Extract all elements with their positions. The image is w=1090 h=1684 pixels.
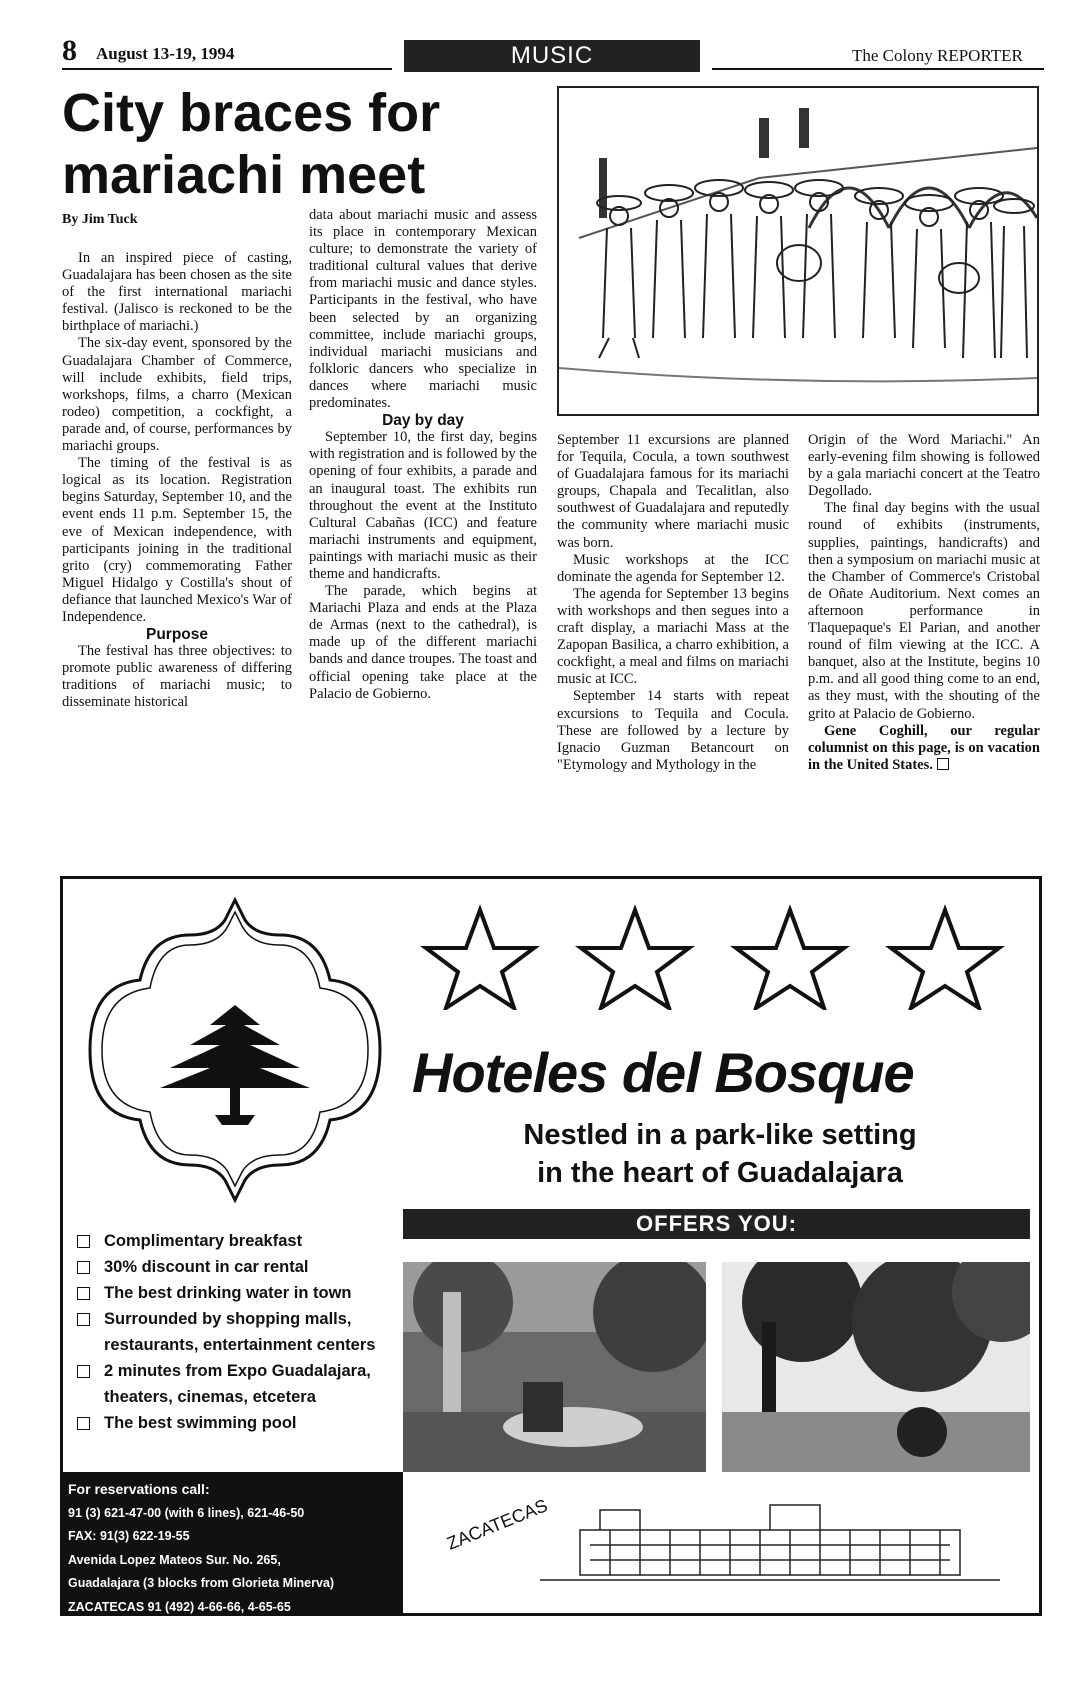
page-number: 8 — [62, 34, 77, 67]
end-mark-icon — [937, 758, 949, 770]
section-label: MUSIC — [404, 40, 700, 72]
checkbox-icon — [77, 1235, 90, 1248]
hotel-photo-pool — [403, 1262, 706, 1472]
star-icon — [736, 910, 844, 1008]
paragraph: data about mariachi music and assess its place in contemporary Mexican culture; to demonstrate the variety of traditional cultural values that derive from mariachi music and dance styles. Participants in the festival, who have been selected by an organizing committee, include mariachi groups, individual mariachi musicians and folkloric dancers who specialize in dances where mariachi music predominates. — [309, 207, 537, 412]
headline — [62, 82, 562, 206]
feature-text: The best swimming pool — [104, 1414, 297, 1432]
subhead-day-by-day: Day by day — [382, 412, 464, 430]
header-rule — [712, 68, 1044, 70]
article-column-4 — [808, 432, 1040, 774]
feature-item — [75, 1306, 405, 1358]
checkbox-icon — [77, 1365, 90, 1378]
headline-line: City braces for — [62, 83, 441, 143]
star-icon — [426, 910, 534, 1008]
paragraph: The festival has three objectives: to promote public awareness of differing traditions of mariachi music; to disseminate historical — [62, 643, 292, 711]
byline: By Jim Tuck — [62, 212, 138, 227]
checkbox-icon — [77, 1313, 90, 1326]
article-column-1 — [62, 250, 292, 712]
zacatecas-phone: ZACATECAS 91 (492) 4-66-66, 4-65-65 — [68, 1599, 291, 1614]
headline-line: mariachi meet — [62, 145, 426, 205]
tagline-line: in the heart of Guadalajara — [537, 1157, 903, 1189]
sketch-label: ZACATECAS — [444, 1495, 551, 1554]
fax-number: FAX: 91(3) 622-19-55 — [68, 1529, 190, 1543]
feature-item — [75, 1254, 405, 1280]
hotel-tagline — [440, 1116, 1000, 1192]
paragraph: Origin of the Word Mariachi." An early-evening film showing is followed by a gala mariachi concert at the Teatro Degollado. — [808, 432, 1040, 500]
paper-name: The Colony REPORTER — [852, 46, 1023, 65]
feature-text: Surrounded by shopping malls, restaurants, entertainment centers — [104, 1310, 376, 1354]
zacatecas-hotel-sketch — [440, 1490, 1030, 1600]
mariachi-illustration — [557, 86, 1039, 416]
cedar-logo — [80, 890, 390, 1210]
paragraph: In an inspired piece of casting, Guadalajara has been chosen as the site of the first international mariachi festival. (Jalisco is reckoned to be the birthplace of mariachi.) — [62, 250, 292, 335]
hotel-name: Hoteles del Bosque — [412, 1041, 914, 1104]
offers-heading: OFFERS YOU: — [403, 1209, 1030, 1239]
checkbox-icon — [77, 1417, 90, 1430]
cedar-tree-icon — [80, 890, 390, 1210]
star-rating-graphic — [420, 900, 1020, 1010]
pool-photo-image — [403, 1262, 706, 1472]
reservations-box — [60, 1472, 403, 1616]
checkbox-icon — [77, 1287, 90, 1300]
feature-item — [75, 1280, 405, 1306]
reservations-heading: For reservations call: — [68, 1481, 210, 1497]
star-icon — [581, 910, 689, 1008]
article-column-3 — [557, 432, 789, 774]
rating-stars — [420, 900, 1020, 1010]
building-sketch — [440, 1490, 1030, 1600]
feature-item — [75, 1410, 405, 1436]
feature-item — [75, 1358, 405, 1410]
paragraph: The agenda for September 13 begins with workshops and then segues into a craft display, a mariachi Mass at the Zapopan Basilica, a charro exhibition, a cockfight, a meal and films on mariachi music at ICC. — [557, 585, 789, 688]
feature-text: The best drinking water in town — [104, 1284, 352, 1302]
address-line: Guadalajara (3 blocks from Glorieta Minerva) — [68, 1576, 335, 1590]
paragraph: September 10, the first day, begins with registration and is followed by the opening of four exhibits, a parade and an inaugural toast. The exhibits run throughout the event at the Instituto Cultural Cabañas (ICC) and feature mariachi instruments and equipment, paintings with mariachi music as their theme and handicrafts. — [309, 429, 537, 582]
hotel-photo-garden — [722, 1262, 1030, 1472]
feature-text: 2 minutes from Expo Guadalajara, theaters, cinemas, etcetera — [104, 1362, 371, 1406]
paragraph: The final day begins with the usual round of exhibits (instruments, supplies, paintings, handicrafts) and then a symposium on mariachi music at the Chamber of Commerce's Cristobal de Oñate Auditorium. Next comes an afternoon performance in Tlaquepaque's El Parian, and another round of film viewing at the ICC. A banquet, also at the Institute, begins 10 p.m. and all good thing come to an end, as they must, with the shouting of the grito at Palacio de Gobierno. — [808, 500, 1040, 722]
tagline-line: Nestled in a park-like setting — [523, 1119, 917, 1151]
address-line: Avenida Lopez Mateos Sur. No. 265, — [68, 1552, 281, 1567]
paragraph: The timing of the festival is as logical as its location. Registration begins Saturday, September 10, and the event ends 11 p.m. September 15, the eve of Mexican independence, with participants joining in the traditional grito (cry) commemorating Father Miguel Hidalgo y Costilla's shout of defiance that launched Mexico's War of Independence. — [62, 455, 292, 625]
header-rule — [62, 68, 392, 70]
columnist-note-text: Gene Coghill, our regular columnist on this page, is on vacation in the United States. — [808, 722, 1040, 773]
feature-item — [75, 1228, 405, 1254]
feature-list — [75, 1228, 405, 1436]
phone-number: 91 (3) 621-47-00 (with 6 lines), 621-46-50 — [68, 1505, 305, 1520]
paragraph: September 14 starts with repeat excursions to Tequila and Cocula. These are followed by a lecture by Ignacio Guzman Betancourt on "Etymology and Mythology in the — [557, 688, 789, 773]
star-icon — [891, 910, 999, 1008]
paragraph: The parade, which begins at Mariachi Plaza and ends at the Plaza de Armas (next to the cathedral), is made up of the different mariachi bands and dance troupes. The toast and official opening take place at the Palacio de Gobierno. — [309, 583, 537, 702]
subhead-purpose: Purpose — [145, 626, 208, 644]
garden-photo-image — [722, 1262, 1030, 1472]
paragraph: The six-day event, sponsored by the Guadalajara Chamber of Commerce, will include exhibits, field trips, workshops, films, a charro (Mexican rodeo) competition, a cockfight, a parade and, of course, performances by mariachi groups. — [62, 335, 292, 455]
paragraph: September 11 excursions are planned for Tequila, Cocula, a town southwest of Guadalajara famous for its mariachi groups, Chapala and Tecalitlan, also southwest of Guadalajara and reputedly the community where mariachi music was born. — [557, 432, 789, 551]
mariachi-band-drawing — [559, 88, 1037, 414]
issue-date: August 13-19, 1994 — [96, 44, 235, 63]
checkbox-icon — [77, 1261, 90, 1274]
feature-text: 30% discount in car rental — [104, 1258, 309, 1276]
feature-text: Complimentary breakfast — [104, 1232, 303, 1250]
article-column-2 — [309, 207, 537, 703]
columnist-note — [808, 723, 1040, 774]
paragraph: Music workshops at the ICC dominate the agenda for September 12. — [557, 551, 789, 585]
